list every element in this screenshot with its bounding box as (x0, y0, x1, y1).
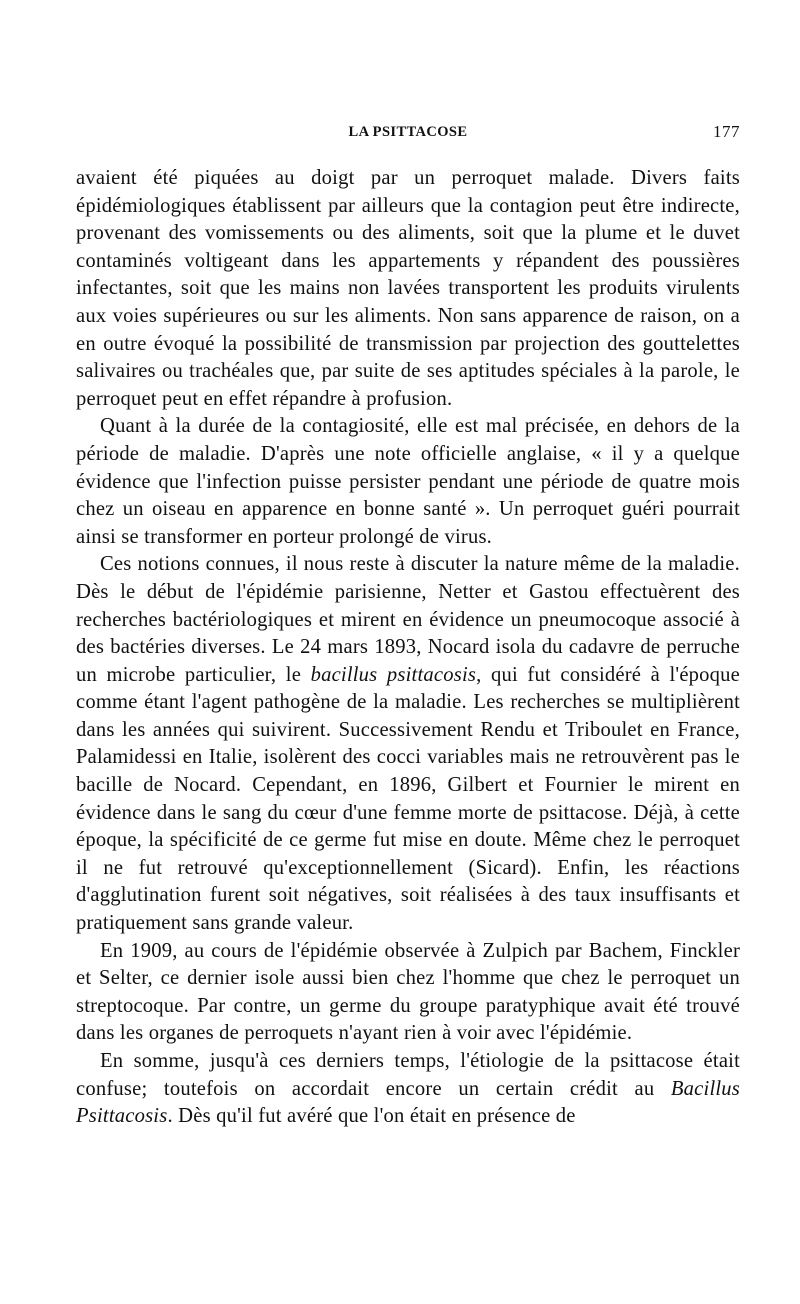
italic-term: Bacillus Psittacosis (76, 1077, 740, 1128)
paragraph-text: Ces notions connues, il nous reste à discuter la nature même de la maladie. Dès le début de l'épidémie parisienne, Netter et Gastou effectuèrent des recherches bactériologiques et mirent en évidence un pneumocoque associé à des bactéries diverses. Le 24 mars 1893, Nocard isola du cadavre de perruche un microbe particulier, le (76, 553, 740, 686)
paragraph-text: avaient été piquées au doigt par un perroquet malade. Divers faits épidémiologiques établissent par ailleurs que la contagion peut être indirecte, provenant des vomissements ou des aliments, soit que la plume et le duvet contaminés voltigeant dans les appartements y répandent des poussières infectantes, soit que les mains non lavées transportent les produits virulents aux voies supérieures ou sur les aliments. Non sans apparence de raison, on a en outre évoqué la possibilité de transmission par projection des gouttelettes salivaires ou trachéales que, par suite de ses aptitudes spéciales à la parole, le perroquet peut en effet répandre à profusion. (76, 167, 740, 410)
paragraph-1 (76, 165, 740, 413)
paragraph-text: . Dès qu'il fut avéré que l'on était en présence de (167, 1105, 576, 1128)
running-header (76, 122, 740, 144)
body-text (76, 165, 740, 1131)
paragraph-text: , qui fut considéré à l'époque comme étant l'agent pathogène de la maladie. Les recherches se multiplièrent dans les années qui suivirent. Successivement Rendu et Triboulet en France, Palamidessi en Italie, isolèrent des cocci variables mais ne retrouvèrent pas le bacille de Nocard. Cependant, en 1896, Gilbert et Fournier le mirent en évidence dans le sang du cœur d'une femme morte de psittacose. Déjà, à cette époque, la spécificité de ce germe fut mise en doute. Même chez le perroquet il ne fut retrouvé qu'exceptionnellement (Sicard). Enfin, les réactions d'agglutination furent soit négatives, soit réalisées à des taux insuffisants et pratiquement sans grande valeur. (76, 663, 740, 935)
paragraph-text: Quant à la durée de la contagiosité, elle est mal précisée, en dehors de la période de maladie. D'après une note officielle anglaise, « il y a quelque évidence que l'infection puisse persister pendant une période de quatre mois chez un oiseau en apparence en bonne santé ». Un perroquet guéri pourrait ainsi se transformer en porteur prolongé de virus. (76, 415, 740, 548)
page-number: 177 (713, 122, 740, 141)
paragraph-text: En somme, jusqu'à ces derniers temps, l'étiologie de la psittacose était confuse; toutefois on accordait encore un certain crédit au (76, 1050, 740, 1100)
paragraph-5 (76, 1048, 740, 1131)
running-title: LA PSITTACOSE (348, 124, 468, 140)
paragraph-3 (76, 551, 740, 937)
paragraph-4 (76, 938, 740, 1048)
paragraph-text: En 1909, au cours de l'épidémie observée à Zulpich par Bachem, Finckler et Selter, ce dernier isole aussi bien chez l'homme que chez le perroquet un streptocoque. Par contre, un germe du groupe paratyphique avait été trouvé dans les organes de perroquets n'ayant rien à voir avec l'épidémie. (76, 939, 740, 1045)
italic-term: bacillus psittacosis (310, 663, 477, 686)
paragraph-2 (76, 413, 740, 551)
